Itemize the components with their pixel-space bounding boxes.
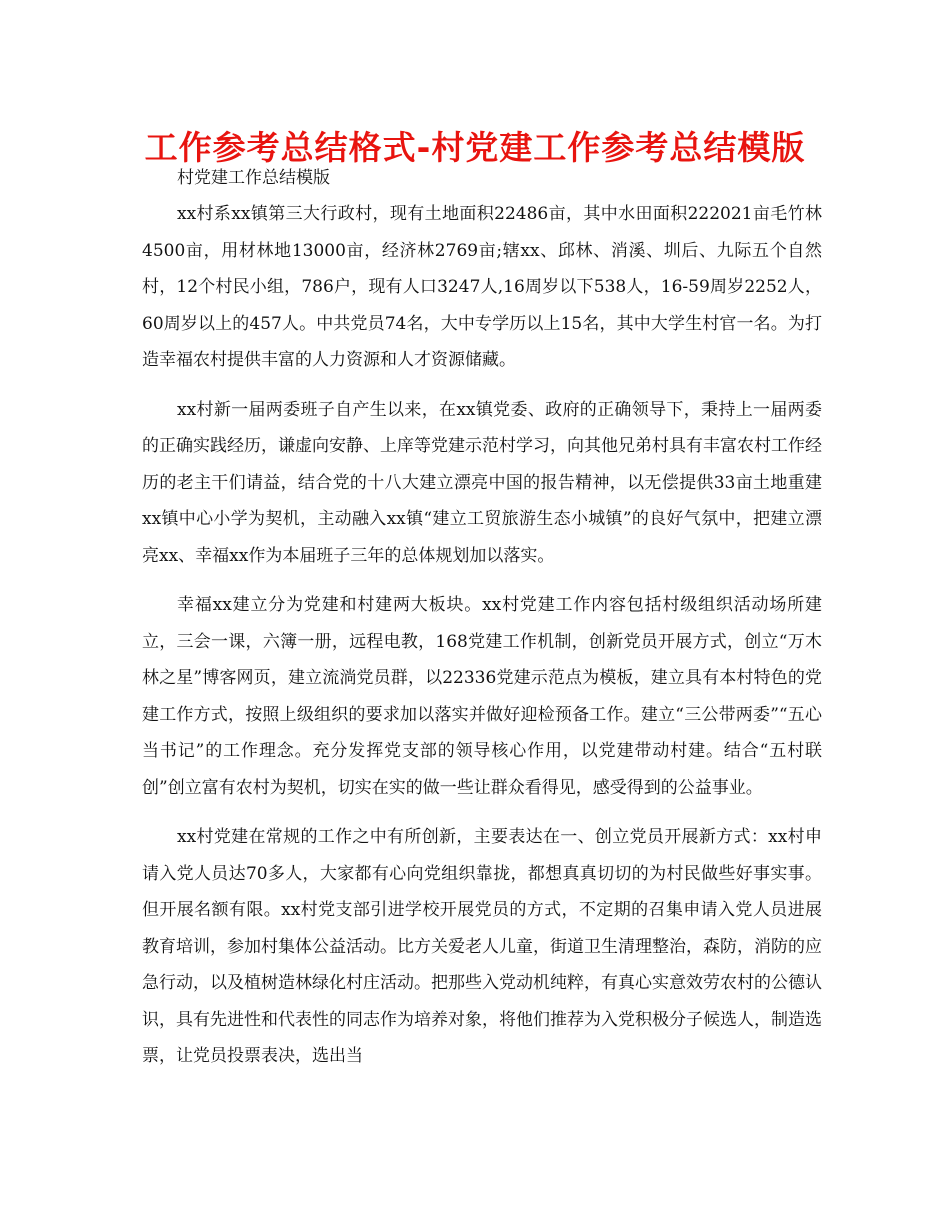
paragraph-4: xx村党建在常规的工作之中有所创新，主要表达在一、创立党员开展新方式：xx村申请入党人员达70多人，大家都有心向党组织靠拢，都想真真切切的为村民做些好事实事。但开展名额有限。xx村党支部引进学校开展党员的方式，不定期的召集申请入党人员进展教育培训，参加村集体公益活动。比方关爱老人儿童，街道卫生清理整治，森防，消防的应急行动，以及植树造林绿化村庄活动。把那些入党动机纯粹，有真心实意效劳农村的公德认识，具有先进性和代表性的同志作为培养对象，将他们推荐为入党积极分子候选人，制造选票，让党员投票表决，选出当 xyxy=(142,827,822,1066)
document-subtitle: 村党建工作总结模版 xyxy=(177,168,330,188)
paragraph-2: xx村新一届两委班子自产生以来，在xx镇党委、政府的正确领导下，秉持上一届两委的正确实践经历，谦虚向安静、上庠等党建示范村学习，向其他兄弟村具有丰富农村工作经历的老主干们请益，结合党的十八大建立漂亮中国的报告精神，以无偿提供33亩土地重建xx镇中心小学为契机，主动融入xx镇“建立工贸旅游生态小城镇”的良好气氛中，把建立漂亮xx、幸福xx作为本届班子三年的总体规划加以落实。 xyxy=(142,399,822,566)
paragraph-3: 幸福xx建立分为党建和村建两大板块。xx村党建工作内容包括村级组织活动场所建立，三会一课，六簿一册，远程电教，168党建工作机制，创新党员开展方式，创立“万木林之星”博客网页，建立流淌党员群，以22336党建示范点为模板，建立具有本村特色的党建工作方式，按照上级组织的要求加以落实并做好迎检预备工作。建立“三公带两委”“五心当书记”的工作理念。充分发挥党支部的领导核心作用，以党建带动村建。结合“五村联创”创立富有农村为契机，切实在实的做一些让群众看得见，感受得到的公益事业。 xyxy=(142,595,822,798)
document-title: 工作参考总结格式-村党建工作参考总结模版 xyxy=(144,128,806,167)
paragraph-1: xx村系xx镇第三大行政村，现有土地面积22486亩，其中水田面积222021亩毛竹林4500亩，用材林地13000亩，经济林2769亩;辖xx、邱林、消溪、圳后、九际五个自然村，12个村民小组，786户，现有人口3247人,16周岁以下538人，16-59周岁2252人，60周岁以上的457人。中共党员74名，大中专学历以上15名，其中大学生村官一名。为打造幸福农村提供丰富的人力资源和人才资源储藏。 xyxy=(142,204,822,370)
document-body xyxy=(142,196,822,1088)
